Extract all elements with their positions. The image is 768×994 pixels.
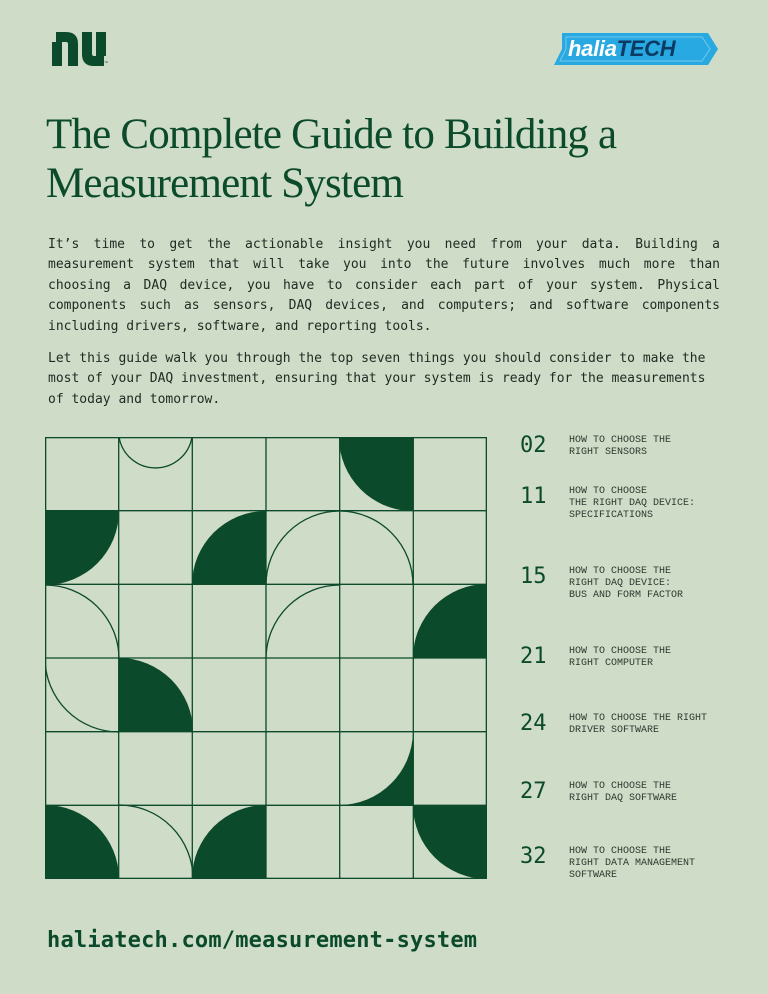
toc-label: HOW TO CHOOSE THE RIGHT COMPUTER <box>569 646 672 669</box>
intro-paragraph-2: Let this guide walk you through the top seven things you should consider to make the most of your DAQ investment, ensuring that your system is ready for the measurements of today and tomorrow. <box>48 351 706 407</box>
toc-label: HOW TO CHOOSE THE RIGHT DAQ SOFTWARE <box>569 781 678 804</box>
toc-page-number: 21 <box>520 644 547 669</box>
toc-page-number: 11 <box>520 484 547 509</box>
toc-page-number: 32 <box>520 844 547 869</box>
toc-page-number: 24 <box>520 711 547 736</box>
intro-paragraph-1: It’s time to get the actionable insight you need from your data. Building a measurement system that will take you into the future involves much more than choosing a DAQ device, you have to consider each part of your system. Physical components such as sensors, DAQ devices, and computers; and software components including drivers, software, and reporting tools. <box>48 237 720 334</box>
toc-page-number: 27 <box>520 779 547 804</box>
footer-url-link[interactable]: haliatech.com/measurement-system <box>47 928 478 953</box>
haliatech-wordmark-part1: halia <box>568 36 617 61</box>
toc-label: HOW TO CHOOSE THE RIGHT SENSORS <box>569 435 672 458</box>
ni-trademark: ™ <box>104 60 108 65</box>
toc-page-number: 02 <box>520 433 547 458</box>
ni-logo-icon <box>52 32 112 66</box>
page-title: The Complete Guide to Building a Measurement System <box>46 111 617 207</box>
toc-page-number: 15 <box>520 564 547 589</box>
haliatech-wordmark-part2: TECH <box>616 36 676 61</box>
toc-label: HOW TO CHOOSE THE RIGHT DATA MANAGEMENT SOFTWARE <box>569 846 696 881</box>
haliatech-logo-icon <box>552 32 718 66</box>
toc-label: HOW TO CHOOSE THE RIGHT DAQ DEVICE: SPECIFICATIONS <box>569 486 696 521</box>
haliatech-wordmark <box>568 35 675 63</box>
toc-label: HOW TO CHOOSE THE RIGHT DAQ DEVICE: BUS AND FORM FACTOR <box>569 566 684 601</box>
toc-label: HOW TO CHOOSE THE RIGHT DRIVER SOFTWARE <box>569 713 708 736</box>
decorative-tile-grid <box>45 437 487 879</box>
